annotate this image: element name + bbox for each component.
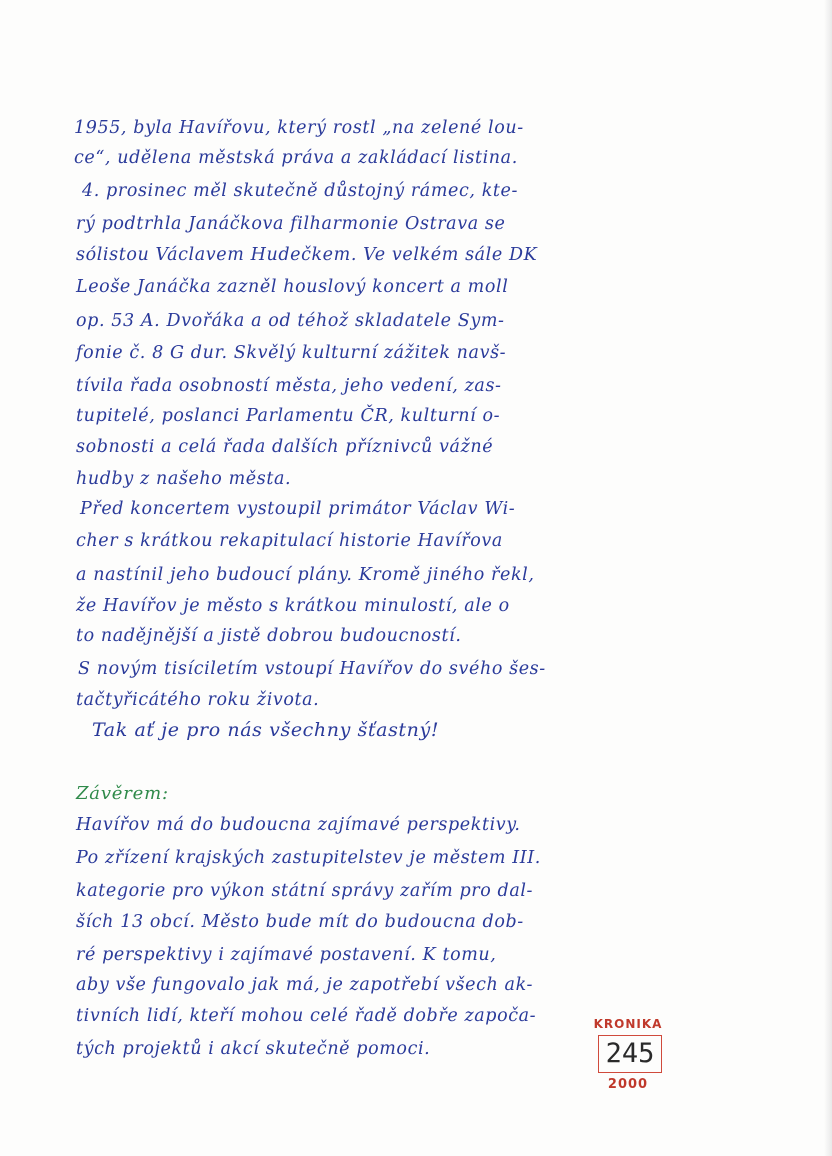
conclusion-line: tých projektů i akcí skutečně pomoci. bbox=[76, 1039, 431, 1059]
stamp-year: 2000 bbox=[607, 1077, 649, 1092]
body-line: hudby z našeho města. bbox=[76, 469, 292, 489]
page-edge bbox=[824, 0, 832, 1156]
chronicle-stamp bbox=[588, 1017, 668, 1097]
conclusion-line: Havířov má do budoucna zajímavé perspektivy. bbox=[76, 815, 521, 835]
body-line: S novým tisíciletím vstoupí Havířov do svého šes- bbox=[78, 659, 546, 679]
body-line: Tak ať je pro nás všechny šťastný! bbox=[92, 719, 440, 741]
stamp-label: KRONIKA bbox=[593, 1017, 663, 1031]
body-line: Leoše Janáčka zazněl houslový koncert a moll bbox=[76, 277, 509, 297]
conclusion-line: kategorie pro výkon státní správy zařím pro dal- bbox=[76, 881, 534, 901]
body-line: Před koncertem vystoupil primátor Václav Wi- bbox=[80, 499, 516, 519]
body-line: 4. prosinec měl skutečně důstojný rámec, kte- bbox=[82, 181, 519, 201]
body-line: to nadějnější a jistě dobrou budoucností. bbox=[76, 626, 462, 646]
body-line: op. 53 A. Dvořáka a od téhož skladatele Sym- bbox=[76, 311, 505, 331]
body-line: ce“, udělena městská práva a zakládací listina. bbox=[74, 148, 518, 168]
body-line: cher s krátkou rekapitulací historie Havířova bbox=[76, 531, 503, 551]
body-line: sobnosti a celá řada dalších příznivců vážné bbox=[76, 437, 494, 457]
body-line: tupitelé, poslanci Parlamentu ČR, kulturní o- bbox=[76, 406, 501, 426]
body-line: 1955, byla Havířovu, který rostl „na zelené lou- bbox=[74, 118, 524, 138]
conclusion-line: ré perspektivy i zajímavé postavení. K tomu, bbox=[76, 945, 497, 965]
page-number: 245 bbox=[598, 1035, 662, 1073]
body-line: že Havířov je město s krátkou minulostí, ale o bbox=[76, 596, 510, 616]
section-heading: Závěrem: bbox=[76, 783, 169, 804]
body-line: a nastínil jeho budoucí plány. Kromě jiného řekl, bbox=[76, 565, 535, 585]
body-line: rý podtrhla Janáčkova filharmonie Ostrava se bbox=[76, 214, 506, 234]
conclusion-line: aby vše fungovalo jak má, je zapotřebí všech ak- bbox=[76, 975, 533, 995]
conclusion-line: tivních lidí, kteří mohou celé řadě dobře započa- bbox=[76, 1006, 537, 1026]
body-line: sólistou Václavem Hudečkem. Ve velkém sále DK bbox=[76, 245, 538, 265]
conclusion-line: ších 13 obcí. Město bude mít do budoucna dob- bbox=[76, 912, 524, 932]
body-line: tívila řada osobností města, jeho vedení, zas- bbox=[76, 376, 502, 396]
body-line: tačtyřicátého roku života. bbox=[76, 690, 320, 710]
conclusion-line: Po zřízení krajských zastupitelstev je městem III. bbox=[76, 848, 541, 868]
body-line: fonie č. 8 G dur. Skvělý kulturní zážitek navš- bbox=[76, 343, 507, 363]
